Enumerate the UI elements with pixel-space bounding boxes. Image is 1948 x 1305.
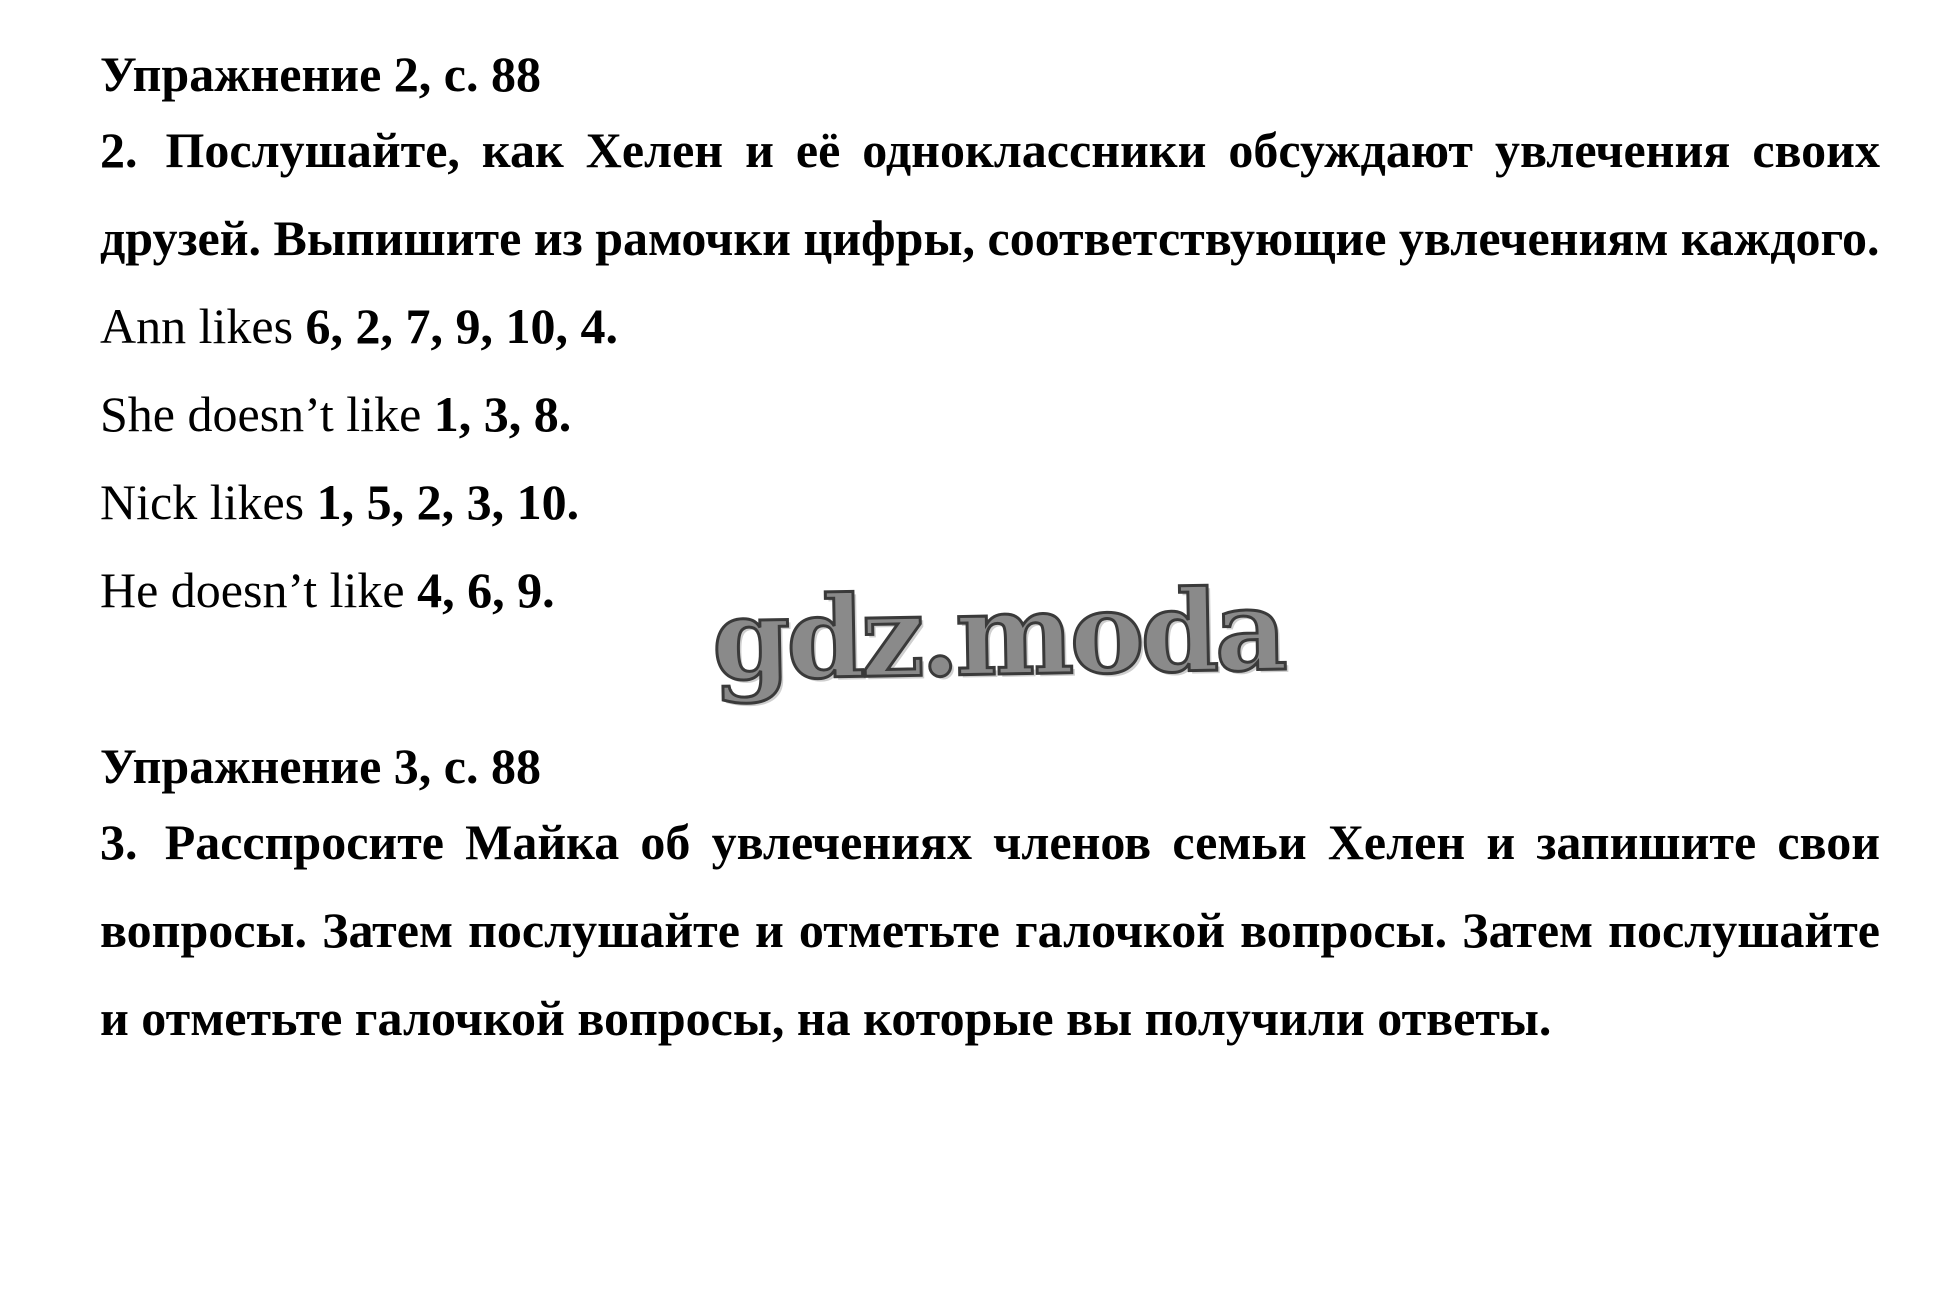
- exercise-2-task: [100, 106, 1880, 282]
- answer-values: 1, 3, 8.: [433, 386, 572, 442]
- answer-prefix: Nick likes: [100, 474, 305, 530]
- answer-prefix: He doesn’t like: [100, 562, 405, 618]
- answer-values: 6, 2, 7, 9, 10, 4.: [305, 298, 619, 354]
- answer-line-nick-likes: [100, 458, 1880, 546]
- document-page: [100, 42, 1880, 1062]
- exercise-3-task: [100, 798, 1880, 1062]
- watermark-logo: gdz.moda: [710, 565, 1285, 706]
- answer-prefix: Ann likes: [100, 298, 294, 354]
- exercise-2-heading: Упражнение 2, с. 88: [100, 46, 541, 102]
- answer-values: 1, 5, 2, 3, 10.: [316, 474, 580, 530]
- answer-line-ann-likes: [100, 282, 1880, 370]
- exercise-2-task-text: Послушайте, как Хелен и её одноклассники обсуждают увлечения своих друзей. Выпишите из рамочки цифры, соответствующие увлечениям каждого.: [100, 122, 1880, 266]
- exercise-3-heading: Упражнение 3, с. 88: [100, 738, 541, 794]
- exercise-3-task-number: 3.: [100, 814, 138, 870]
- answer-line-she-doesnt-like: [100, 370, 1880, 458]
- exercise-2-task-number: 2.: [100, 122, 138, 178]
- answer-prefix: She doesn’t like: [100, 386, 422, 442]
- answer-values: 4, 6, 9.: [417, 562, 555, 618]
- exercise-3-task-text: Расспросите Майка об увлечениях членов семьи Хелен и запишите свои вопросы. Затем послушайте и отметьте галочкой вопросы. Затем послушайте и отметьте галочкой вопросы, на которые вы получили ответы.: [100, 814, 1880, 1046]
